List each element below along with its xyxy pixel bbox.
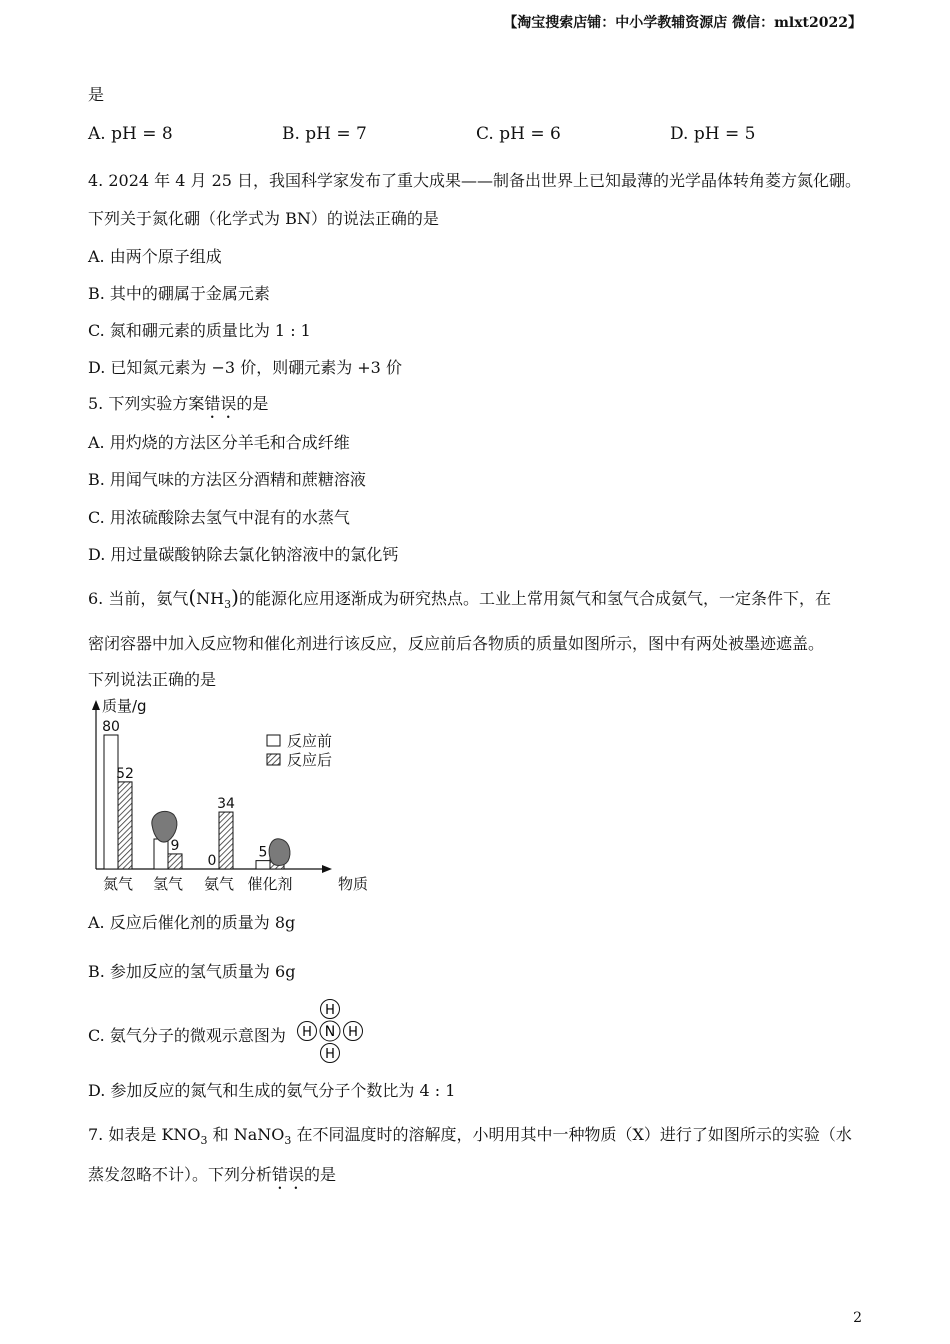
page-header: 【淘宝搜索店铺：中小学教辅资源店 微信：mlxt2022】 (503, 15, 862, 31)
q4-option-b: B. 其中的硼属于金属元素 (88, 284, 270, 303)
q7-stem2-pre: 蒸发忽略不计）。下列分析 (88, 1165, 273, 1184)
category-label: 催化剂 (247, 875, 293, 893)
q3-option-d: D. pH = 5 (670, 124, 756, 144)
ammonia-molecule-diagram (292, 996, 368, 1066)
q3-stem-tail: 是 (88, 85, 105, 104)
q7-stem-line1 (88, 1122, 852, 1147)
category-label: 氨气 (203, 875, 235, 893)
legend-swatch-before (267, 735, 280, 746)
q6-stem-post: 的能源化应用逐渐成为研究热点。工业上常用氮气和氢气合成氨气，一定条件下，在 (238, 589, 831, 608)
q5-option-a: A. 用灼烧的方法区分羊毛和合成纤维 (88, 433, 350, 452)
category-label: 氮气 (102, 875, 134, 893)
molecule-center-atom (320, 1021, 340, 1041)
molecule-h-bottom (321, 1044, 340, 1063)
chart-labels (102, 697, 368, 893)
q7-sub1: 3 (200, 1134, 208, 1148)
q7-stem-post: 在不同温度时的溶解度，小明用其中一种物质（X）进行了如图所示的实验（水 (291, 1125, 852, 1144)
bar-after (219, 812, 233, 869)
q5-option-b: B. 用闻气味的方法区分酒精和蔗糖溶液 (88, 470, 366, 489)
bar-value-label: 80 (102, 719, 120, 735)
bar-before (104, 735, 118, 869)
bar-before (256, 861, 270, 869)
q6-stem-line1: 6. 当前，氨气$(NH_3)$的能源化应用逐渐成为研究热点。工业上常用氮气和氢气合成氨气，一定条件下，在 (88, 585, 831, 612)
q6-formula: NH (196, 589, 225, 608)
bar-value-label: 5 (258, 844, 268, 861)
bar-after (168, 854, 182, 869)
q6-stem-line2: 密闭容器中加入反应物和催化剂进行该反应，反应前后各物质的质量如图所示，图中有两处被墨迹遮盖。 (88, 634, 825, 653)
legend-swatch-after (267, 754, 280, 765)
y-axis-arrow (92, 700, 100, 710)
q5-stem-emphasis: 错误 (204, 394, 237, 413)
svg-text:N: N (324, 1024, 336, 1040)
molecule-h-left (298, 1022, 317, 1041)
q4-stem-line1: 4. 2024 年 4 月 25 日，我国科学家发布了重大成果——制备出世界上已知最薄的光学晶体转角菱方氮化硼。 (88, 171, 862, 190)
svg-text:H: H (325, 1003, 335, 1018)
q4-option-c: C. 氮和硼元素的质量比为 1 : 1 (88, 321, 311, 340)
bar-value-label: 0 (207, 853, 217, 869)
q7-stem2-emphasis: 错误 (272, 1165, 305, 1184)
legend-label-after: 反应后 (287, 751, 333, 769)
q5-stem-post: 的是 (236, 394, 269, 413)
svg-text:H: H (302, 1025, 312, 1040)
q4-stem-line2: 下列关于氮化硼（化学式为 BN）的说法正确的是 (88, 209, 439, 228)
svg-text:H: H (325, 1047, 335, 1062)
q4-option-a: A. 由两个原子组成 (88, 247, 222, 266)
chart-legend (267, 732, 332, 769)
q7-stem2-post: 的是 (304, 1165, 337, 1184)
mass-bar-chart (84, 692, 374, 896)
q7-stem-pre: 7. 如表是 KNO (88, 1125, 201, 1144)
q4-option-d: D. 已知氮元素为 −3 价，则硼元素为 +3 价 (88, 358, 402, 377)
q5-option-d: D. 用过量碳酸钠除去氯化钠溶液中的氯化钙 (88, 545, 399, 564)
y-axis-label: 质量/g (102, 697, 147, 715)
q6-option-c: C. 氨气分子的微观示意图为 (88, 1026, 286, 1045)
q5-stem (88, 391, 268, 422)
bar-value-label: 52 (116, 765, 134, 782)
q3-option-a: A. pH = 8 (88, 124, 173, 144)
bar-value-label: 34 (217, 796, 235, 813)
q5-option-c: C. 用浓硫酸除去氢气中混有的水蒸气 (88, 508, 350, 527)
q6-option-d: D. 参加反应的氮气和生成的氨气分子个数比为 4 : 1 (88, 1081, 456, 1100)
bar-before-hidden (154, 839, 168, 869)
bar-after (118, 782, 132, 869)
legend-label-before: 反应前 (287, 732, 333, 750)
molecule-h-top (321, 1000, 340, 1019)
category-label: 氢气 (152, 875, 184, 893)
q3-option-b: B. pH = 7 (282, 124, 367, 144)
q3-option-c: C. pH = 6 (476, 124, 561, 144)
svg-text:H: H (348, 1025, 358, 1040)
x-axis-arrow (322, 865, 332, 873)
q6-stem-pre: 6. 当前，氨气 (88, 589, 189, 608)
q5-stem-pre: 5. 下列实验方案 (88, 394, 205, 413)
page-number: 2 (853, 1310, 862, 1326)
q7-stem-line2 (88, 1162, 336, 1193)
x-axis-label: 物质 (338, 875, 369, 893)
q7-sub2: 3 (284, 1134, 292, 1148)
q6-stem-line3: 下列说法正确的是 (88, 670, 217, 689)
q6-formula-sub: 3 (224, 598, 232, 612)
q6-option-a: A. 反应后催化剂的质量为 8g (88, 913, 296, 932)
q7-stem-mid: 和 NaNO (207, 1125, 285, 1144)
molecule-h-right (344, 1022, 363, 1041)
ink-blot (269, 839, 290, 866)
bar-value-label: 9 (170, 837, 180, 854)
q6-option-b: B. 参加反应的氢气质量为 6g (88, 962, 296, 981)
